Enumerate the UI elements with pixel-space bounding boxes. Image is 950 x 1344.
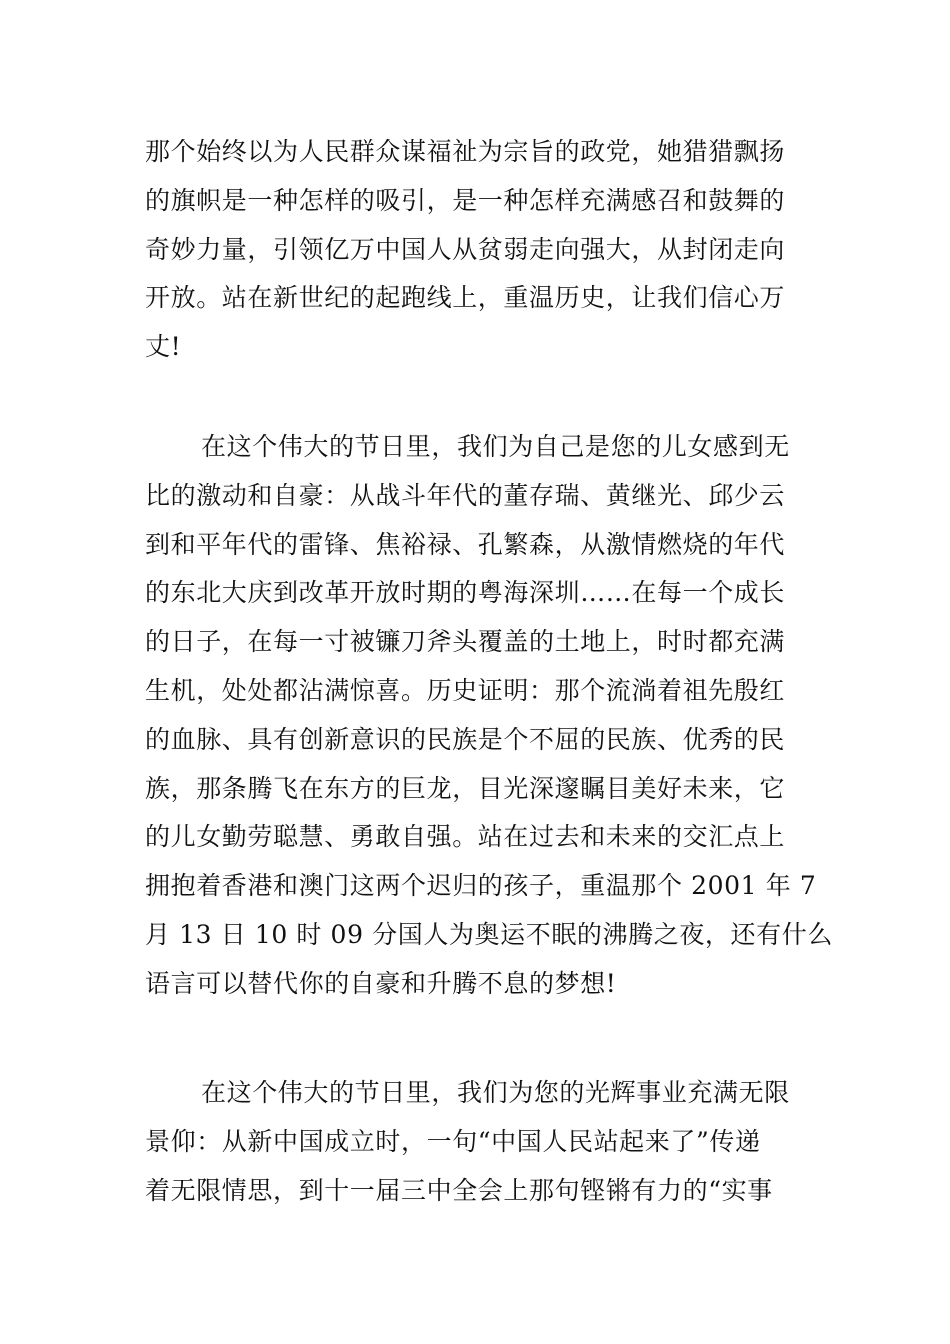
text-line: 丈! [145,332,182,362]
paragraph-1 [145,128,810,372]
text-line: 的旗帜是一种怎样的吸引，是一种怎样充满感召和鼓舞的 [145,185,786,215]
text-line: 在这个伟大的节日里，我们为您的光辉事业充满无限 [201,1078,790,1107]
text-line: 族，那条腾飞在东方的巨龙，目光深邃瞩目美好未来，它 [145,773,786,803]
paragraph-2 [145,423,833,1009]
text-line: 的日子，在每一寸被镰刀斧头覆盖的土地上，时时都充满 [145,627,786,657]
text-line: 的儿女勤劳聪慧、勇敢自强。站在过去和未来的交汇点上 [145,822,786,852]
text-line: 比的激动和自豪：从战斗年代的董存瑞、黄继光、邱少云 [145,480,786,510]
text-line: 的东北大庆到改革开放时期的粤海深圳……在每一个成长 [145,578,786,608]
text-line: 的血脉、具有创新意识的民族是个不屈的民族、优秀的民 [145,724,786,754]
text-line: 开放。站在新世纪的起跑线上，重温历史，让我们信心万 [145,283,786,313]
text-line: 生机，处处都沾满惊喜。历史证明：那个流淌着祖先殷红 [145,675,786,705]
text-line: 那个始终以为人民群众谋福祉为宗旨的政党，她猎猎飘扬 [145,137,786,166]
text-line: 拥抱着香港和澳门这两个迟归的孩子，重温那个 2001 年 7 [145,871,817,901]
text-line: 着无限情思，到十一届三中全会上那句铿锵有力的“实事 [145,1175,773,1205]
text-line: 月 13 日 10 时 09 分国人为奥运不眠的沸腾之夜，还有什么 [145,919,833,949]
text-line: 语言可以替代你的自豪和升腾不息的梦想! [145,968,617,998]
text-line: 到和平年代的雷锋、焦裕禄、孔繁森，从激情燃烧的年代 [145,529,786,559]
paragraph-3 [145,1069,810,1215]
text-line: 在这个伟大的节日里，我们为自己是您的儿女感到无 [201,432,790,461]
text-line: 景仰：从新中国成立时，一句“中国人民站起来了”传递 [145,1126,761,1156]
text-line: 奇妙力量，引领亿万中国人从贫弱走向强大，从封闭走向 [145,234,786,264]
